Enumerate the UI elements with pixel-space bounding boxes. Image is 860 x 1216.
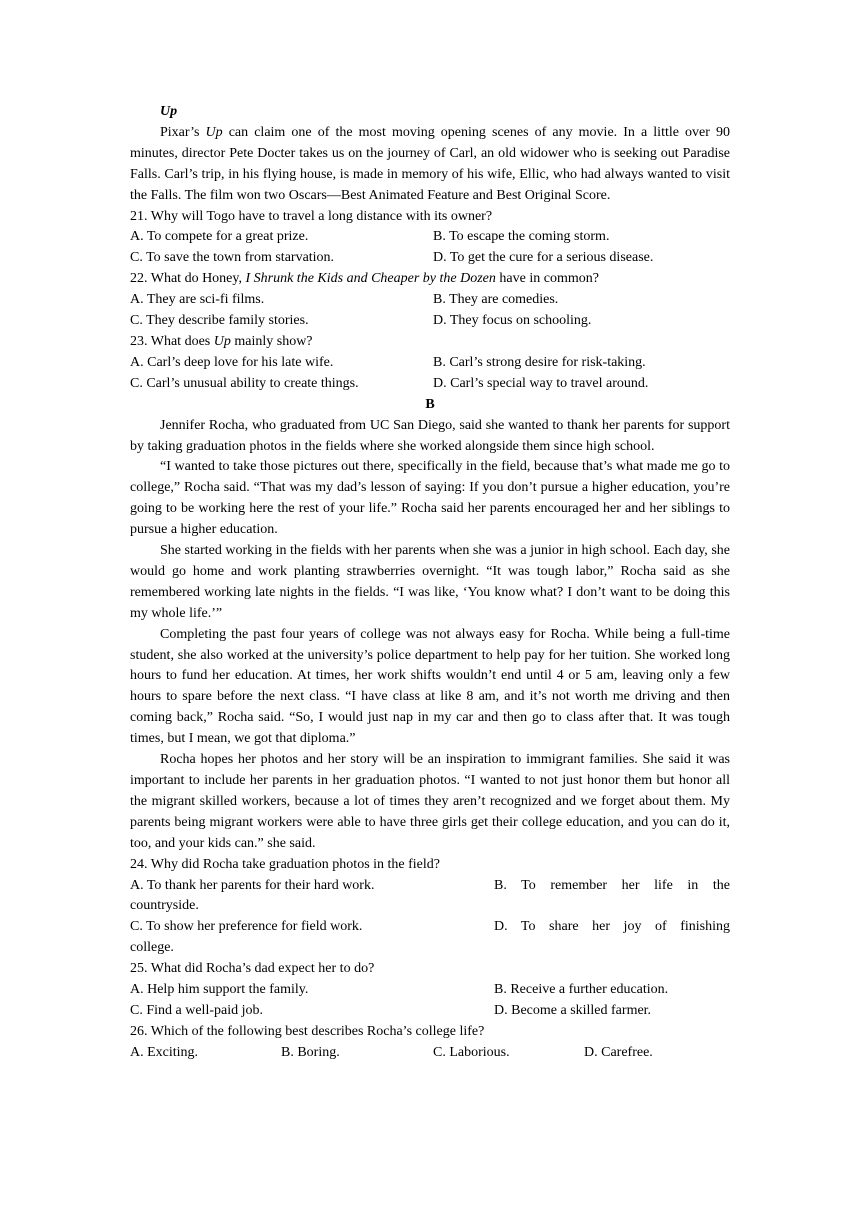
- option-c[interactable]: C. Carl’s unusual ability to create things.: [130, 375, 359, 391]
- option-c[interactable]: C. Find a well-paid job.: [130, 1002, 263, 1018]
- passage-paragraph: Completing the past four years of college was not always easy for Rocha. While being a full-time student, she also worked at the university’s police department to help pay for her tuition. She worked long hours to fund her education. At times, her work shifts wouldn’t end until 4 or 5 am, leaving only a few hours to spare before the next class. “I have class at like 8 am, and it’s not worth me driving and then coming back,” Rocha said. “So, I would just nap in my car and then go to class after that. It was tough times, but I mean, we got that diploma.”: [130, 626, 730, 747]
- option-a[interactable]: A. To compete for a great prize.: [130, 229, 309, 245]
- question-stem: [130, 332, 730, 353]
- option-c[interactable]: C. They describe family stories.: [130, 313, 309, 329]
- question-options: [130, 876, 730, 960]
- option-b[interactable]: B. Receive a further education.: [494, 982, 669, 998]
- question-stem: 24. Why did Rocha take graduation photos in the field?: [130, 856, 441, 872]
- option-c[interactable]: C. Laborious.: [433, 1044, 510, 1060]
- option-c[interactable]: C. To save the town from starvation.: [130, 250, 335, 266]
- option-a[interactable]: A. To thank her parents for their hard work.: [130, 877, 375, 893]
- option-d[interactable]: D. Carefree.: [584, 1044, 653, 1060]
- option-a[interactable]: A. Help him support the family.: [130, 982, 309, 998]
- option-b[interactable]: B. To escape the coming storm.: [433, 229, 610, 245]
- option-d[interactable]: D. Carl’s special way to travel around.: [433, 375, 649, 391]
- question-stem: 21. Why will Togo have to travel a long distance with its owner?: [130, 208, 493, 224]
- question-stem: 25. What did Rocha’s dad expect her to do?: [130, 961, 375, 977]
- question-options: [130, 1043, 730, 1064]
- exam-page: [130, 102, 730, 1064]
- option-b-continued[interactable]: countryside.: [130, 898, 199, 914]
- paragraph-text: can claim one of the most moving opening scenes of any movie. In a little over 90 minutes, director Pete Docter takes us on the journey of Carl, an old widower who is seeking out Paradise Falls. Carl’s trip, in his flying house, is made in memory of his wife, Ellic, who had always wanted to visit the Falls. The film won two Oscars—Best Animated Feature and Best Original Score.: [130, 124, 730, 203]
- option-b[interactable]: B. Boring.: [281, 1044, 340, 1060]
- stem-text: 23. What does: [130, 333, 214, 349]
- question-stem: 26. Which of the following best describes Rocha’s college life?: [130, 1023, 485, 1039]
- question-options: [130, 290, 730, 332]
- option-a[interactable]: A. Carl’s deep love for his late wife.: [130, 354, 334, 370]
- stem-italic: Up: [213, 333, 231, 349]
- option-a[interactable]: A. Exciting.: [130, 1044, 199, 1060]
- stem-italic: I Shrunk the Kids and Cheaper by the Dozen: [245, 271, 496, 287]
- option-b[interactable]: B. To remember her life in the: [494, 877, 730, 893]
- option-d[interactable]: D. To get the cure for a serious disease.: [433, 250, 654, 266]
- passage-paragraph: Rocha hopes her photos and her story will be an inspiration to immigrant families. She said it was important to include her parents in her graduation photos. “I wanted to not just honor them but honor all the migrant skilled workers, because a lot of times they aren’t recognized and we forget about them. My parents being migrant workers were able to have three girls get their college education, and you can do it, too, and your kids can.” she said.: [130, 752, 730, 851]
- paragraph-italic-title: Up: [205, 124, 223, 140]
- stem-text: 22. What do Honey,: [130, 271, 246, 287]
- option-d[interactable]: D. They focus on schooling.: [433, 313, 592, 329]
- question-options: [130, 353, 730, 395]
- passage-paragraph: “I wanted to take those pictures out there, specifically in the field, because that’s what made me go to college,” Rocha said. “That was my dad’s lesson of saying: If you don’t pursue a higher education, you’re going to be working here the rest of your life.” Rocha said her parents encouraged her and her siblings to pursue a higher education.: [130, 459, 730, 538]
- question-stem: [130, 269, 730, 290]
- option-c[interactable]: C. To show her preference for field work.: [130, 919, 363, 935]
- option-b[interactable]: B. Carl’s strong desire for risk-taking.: [433, 354, 646, 370]
- option-d[interactable]: D. To share her joy of finishing: [494, 919, 730, 935]
- question-options: [130, 980, 730, 1022]
- paragraph-text: Pixar’s: [160, 124, 206, 140]
- stem-text: mainly show?: [230, 333, 313, 349]
- option-d[interactable]: D. Become a skilled farmer.: [494, 1002, 652, 1018]
- option-a[interactable]: A. They are sci-fi films.: [130, 292, 265, 308]
- passage-paragraph: [130, 123, 730, 207]
- passage-paragraph: Jennifer Rocha, who graduated from UC San Diego, said she wanted to thank her parents for support by taking graduation photos in the fields where she worked alongside them since high school.: [130, 417, 730, 454]
- option-b[interactable]: B. They are comedies.: [433, 292, 559, 308]
- section-heading: B: [425, 396, 435, 412]
- passage-paragraph: She started working in the fields with her parents when she was a junior in high school. Each day, she would go home and work planting strawberries overnight. “It was tough labor,” Rocha said as she remembered working late nights in the fields. “I was like, ‘You know what? I don’t want to be doing this my whole life.’”: [130, 543, 730, 621]
- stem-text: have in common?: [495, 271, 599, 287]
- question-options: [130, 227, 730, 269]
- passage-title: Up: [160, 104, 178, 119]
- option-d-continued[interactable]: college.: [130, 940, 174, 956]
